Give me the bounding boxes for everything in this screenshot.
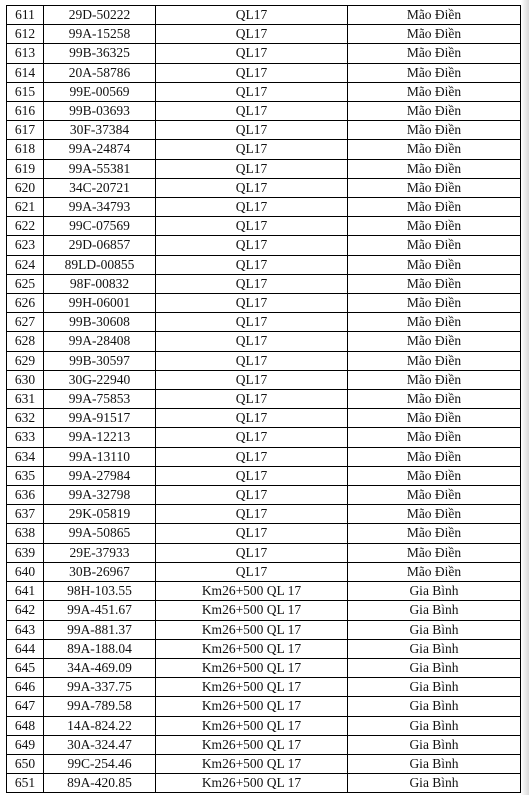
row-number-cell: 644	[7, 639, 44, 658]
unit-cell: Mão Điền	[348, 236, 521, 255]
location-cell: QL17	[156, 486, 348, 505]
unit-cell: Gia Bình	[348, 716, 521, 735]
table-row	[7, 140, 521, 159]
location-cell: QL17	[156, 159, 348, 178]
location-cell: Km26+500 QL 17	[156, 735, 348, 754]
unit-cell: Gia Bình	[348, 774, 521, 793]
unit-cell: Mão Điền	[348, 140, 521, 159]
location-cell: QL17	[156, 121, 348, 140]
table-row	[7, 582, 521, 601]
row-number-cell: 620	[7, 178, 44, 197]
unit-cell: Mão Điền	[348, 313, 521, 332]
plate-number-cell: 99E-00569	[44, 82, 156, 101]
unit-cell: Mão Điền	[348, 294, 521, 313]
row-number-cell: 635	[7, 466, 44, 485]
row-number-cell: 647	[7, 697, 44, 716]
table-row	[7, 370, 521, 389]
row-number-cell: 642	[7, 601, 44, 620]
row-number-cell: 629	[7, 351, 44, 370]
unit-cell: Mão Điền	[348, 6, 521, 25]
unit-cell: Mão Điền	[348, 543, 521, 562]
plate-number-cell: 89A-420.85	[44, 774, 156, 793]
unit-cell: Gia Bình	[348, 582, 521, 601]
location-cell: QL17	[156, 198, 348, 217]
table-row	[7, 697, 521, 716]
plate-number-cell: 34A-469.09	[44, 658, 156, 677]
unit-cell: Mão Điền	[348, 82, 521, 101]
plate-number-cell: 99A-451.67	[44, 601, 156, 620]
plate-number-cell: 29K-05819	[44, 505, 156, 524]
unit-cell: Gia Bình	[348, 601, 521, 620]
table-row	[7, 678, 521, 697]
row-number-cell: 626	[7, 294, 44, 313]
location-cell: QL17	[156, 351, 348, 370]
plate-number-cell: 34C-20721	[44, 178, 156, 197]
location-cell: Km26+500 QL 17	[156, 582, 348, 601]
table-row	[7, 390, 521, 409]
plate-number-cell: 89LD-00855	[44, 255, 156, 274]
plate-number-cell: 30B-26967	[44, 562, 156, 581]
unit-cell: Gia Bình	[348, 620, 521, 639]
page-edge-shadow	[521, 0, 529, 795]
row-number-cell: 638	[7, 524, 44, 543]
location-cell: Km26+500 QL 17	[156, 716, 348, 735]
table-row	[7, 198, 521, 217]
plate-number-cell: 98H-103.55	[44, 582, 156, 601]
location-cell: QL17	[156, 178, 348, 197]
plate-number-cell: 99A-881.37	[44, 620, 156, 639]
location-cell: Km26+500 QL 17	[156, 601, 348, 620]
location-cell: QL17	[156, 447, 348, 466]
row-number-cell: 614	[7, 63, 44, 82]
table-row	[7, 562, 521, 581]
table-row	[7, 313, 521, 332]
unit-cell: Mão Điền	[348, 390, 521, 409]
row-number-cell: 640	[7, 562, 44, 581]
table-row	[7, 294, 521, 313]
row-number-cell: 649	[7, 735, 44, 754]
table-row	[7, 639, 521, 658]
plate-number-cell: 99A-75853	[44, 390, 156, 409]
plate-number-cell: 99B-03693	[44, 102, 156, 121]
plate-number-cell: 30F-37384	[44, 121, 156, 140]
location-cell: QL17	[156, 428, 348, 447]
unit-cell: Mão Điền	[348, 562, 521, 581]
table-row	[7, 524, 521, 543]
row-number-cell: 631	[7, 390, 44, 409]
location-cell: QL17	[156, 236, 348, 255]
plate-number-cell: 99A-24874	[44, 140, 156, 159]
plate-number-cell: 14A-824.22	[44, 716, 156, 735]
table-row	[7, 620, 521, 639]
plate-number-cell: 99B-30608	[44, 313, 156, 332]
table-row	[7, 25, 521, 44]
plate-number-cell: 30G-22940	[44, 370, 156, 389]
unit-cell: Mão Điền	[348, 217, 521, 236]
table-row	[7, 178, 521, 197]
location-cell: QL17	[156, 409, 348, 428]
location-cell: Km26+500 QL 17	[156, 639, 348, 658]
row-number-cell: 651	[7, 774, 44, 793]
row-number-cell: 646	[7, 678, 44, 697]
row-number-cell: 632	[7, 409, 44, 428]
unit-cell: Gia Bình	[348, 754, 521, 773]
unit-cell: Mão Điền	[348, 428, 521, 447]
unit-cell: Mão Điền	[348, 332, 521, 351]
plate-number-cell: 29E-37933	[44, 543, 156, 562]
location-cell: QL17	[156, 102, 348, 121]
location-cell: QL17	[156, 543, 348, 562]
location-cell: QL17	[156, 390, 348, 409]
unit-cell: Mão Điền	[348, 466, 521, 485]
table-row	[7, 236, 521, 255]
table-row	[7, 44, 521, 63]
table-row	[7, 505, 521, 524]
plate-number-cell: 99H-06001	[44, 294, 156, 313]
unit-cell: Mão Điền	[348, 409, 521, 428]
row-number-cell: 637	[7, 505, 44, 524]
row-number-cell: 641	[7, 582, 44, 601]
table-row	[7, 601, 521, 620]
location-cell: QL17	[156, 140, 348, 159]
unit-cell: Mão Điền	[348, 505, 521, 524]
plate-number-cell: 99A-50865	[44, 524, 156, 543]
location-cell: QL17	[156, 332, 348, 351]
unit-cell: Mão Điền	[348, 44, 521, 63]
plate-number-cell: 99A-27984	[44, 466, 156, 485]
row-number-cell: 625	[7, 274, 44, 293]
table-row	[7, 82, 521, 101]
unit-cell: Mão Điền	[348, 63, 521, 82]
row-number-cell: 618	[7, 140, 44, 159]
table-row	[7, 217, 521, 236]
row-number-cell: 630	[7, 370, 44, 389]
plate-number-cell: 99A-91517	[44, 409, 156, 428]
table-row	[7, 658, 521, 677]
table-row	[7, 332, 521, 351]
row-number-cell: 650	[7, 754, 44, 773]
plate-number-cell: 99A-32798	[44, 486, 156, 505]
table-row	[7, 63, 521, 82]
plate-number-cell: 99A-337.75	[44, 678, 156, 697]
location-cell: Km26+500 QL 17	[156, 678, 348, 697]
table-row	[7, 486, 521, 505]
unit-cell: Mão Điền	[348, 370, 521, 389]
unit-cell: Mão Điền	[348, 255, 521, 274]
row-number-cell: 621	[7, 198, 44, 217]
location-cell: QL17	[156, 25, 348, 44]
unit-cell: Gia Bình	[348, 735, 521, 754]
location-cell: Km26+500 QL 17	[156, 754, 348, 773]
unit-cell: Mão Điền	[348, 447, 521, 466]
location-cell: QL17	[156, 255, 348, 274]
location-cell: Km26+500 QL 17	[156, 620, 348, 639]
table-row	[7, 447, 521, 466]
location-cell: QL17	[156, 294, 348, 313]
location-cell: Km26+500 QL 17	[156, 658, 348, 677]
location-cell: QL17	[156, 524, 348, 543]
table-row	[7, 428, 521, 447]
row-number-cell: 615	[7, 82, 44, 101]
location-cell: QL17	[156, 466, 348, 485]
table-row	[7, 6, 521, 25]
plate-number-cell: 99A-13110	[44, 447, 156, 466]
unit-cell: Mão Điền	[348, 121, 521, 140]
row-number-cell: 627	[7, 313, 44, 332]
location-cell: QL17	[156, 82, 348, 101]
plate-number-cell: 29D-06857	[44, 236, 156, 255]
plate-number-cell: 99C-254.46	[44, 754, 156, 773]
row-number-cell: 616	[7, 102, 44, 121]
plate-number-cell: 89A-188.04	[44, 639, 156, 658]
plate-number-cell: 99A-34793	[44, 198, 156, 217]
plate-number-cell: 29D-50222	[44, 6, 156, 25]
row-number-cell: 636	[7, 486, 44, 505]
row-number-cell: 633	[7, 428, 44, 447]
unit-cell: Mão Điền	[348, 198, 521, 217]
location-cell: QL17	[156, 274, 348, 293]
row-number-cell: 611	[7, 6, 44, 25]
location-cell: QL17	[156, 562, 348, 581]
location-cell: QL17	[156, 63, 348, 82]
table-row	[7, 351, 521, 370]
location-cell: QL17	[156, 505, 348, 524]
row-number-cell: 628	[7, 332, 44, 351]
plate-number-cell: 99A-789.58	[44, 697, 156, 716]
row-number-cell: 613	[7, 44, 44, 63]
plate-number-cell: 99A-28408	[44, 332, 156, 351]
location-cell: QL17	[156, 370, 348, 389]
plate-number-cell: 98F-00832	[44, 274, 156, 293]
plate-number-cell: 99A-12213	[44, 428, 156, 447]
row-number-cell: 622	[7, 217, 44, 236]
plate-number-cell: 99B-30597	[44, 351, 156, 370]
row-number-cell: 643	[7, 620, 44, 639]
plate-number-cell: 20A-58786	[44, 63, 156, 82]
unit-cell: Gia Bình	[348, 639, 521, 658]
row-number-cell: 612	[7, 25, 44, 44]
row-number-cell: 639	[7, 543, 44, 562]
table-row	[7, 274, 521, 293]
unit-cell: Mão Điền	[348, 102, 521, 121]
table-row	[7, 409, 521, 428]
location-cell: QL17	[156, 313, 348, 332]
unit-cell: Mão Điền	[348, 274, 521, 293]
table-row	[7, 466, 521, 485]
plate-number-cell: 30A-324.47	[44, 735, 156, 754]
unit-cell: Mão Điền	[348, 351, 521, 370]
unit-cell: Mão Điền	[348, 159, 521, 178]
unit-cell: Gia Bình	[348, 658, 521, 677]
table-row	[7, 735, 521, 754]
plate-number-cell: 99C-07569	[44, 217, 156, 236]
location-cell: Km26+500 QL 17	[156, 697, 348, 716]
plate-number-cell: 99A-55381	[44, 159, 156, 178]
table-row	[7, 255, 521, 274]
table-row	[7, 102, 521, 121]
plate-number-cell: 99B-36325	[44, 44, 156, 63]
unit-cell: Gia Bình	[348, 678, 521, 697]
row-number-cell: 619	[7, 159, 44, 178]
row-number-cell: 645	[7, 658, 44, 677]
location-cell: Km26+500 QL 17	[156, 774, 348, 793]
unit-cell: Mão Điền	[348, 178, 521, 197]
row-number-cell: 623	[7, 236, 44, 255]
location-cell: QL17	[156, 6, 348, 25]
vehicle-table	[6, 5, 521, 793]
table-body	[7, 6, 521, 793]
plate-number-cell: 99A-15258	[44, 25, 156, 44]
row-number-cell: 634	[7, 447, 44, 466]
table-row	[7, 121, 521, 140]
location-cell: QL17	[156, 44, 348, 63]
unit-cell: Gia Bình	[348, 697, 521, 716]
row-number-cell: 648	[7, 716, 44, 735]
unit-cell: Mão Điền	[348, 486, 521, 505]
table-row	[7, 774, 521, 793]
row-number-cell: 624	[7, 255, 44, 274]
unit-cell: Mão Điền	[348, 524, 521, 543]
unit-cell: Mão Điền	[348, 25, 521, 44]
table-row	[7, 754, 521, 773]
table-row	[7, 716, 521, 735]
table-row	[7, 159, 521, 178]
row-number-cell: 617	[7, 121, 44, 140]
table-row	[7, 543, 521, 562]
location-cell: QL17	[156, 217, 348, 236]
